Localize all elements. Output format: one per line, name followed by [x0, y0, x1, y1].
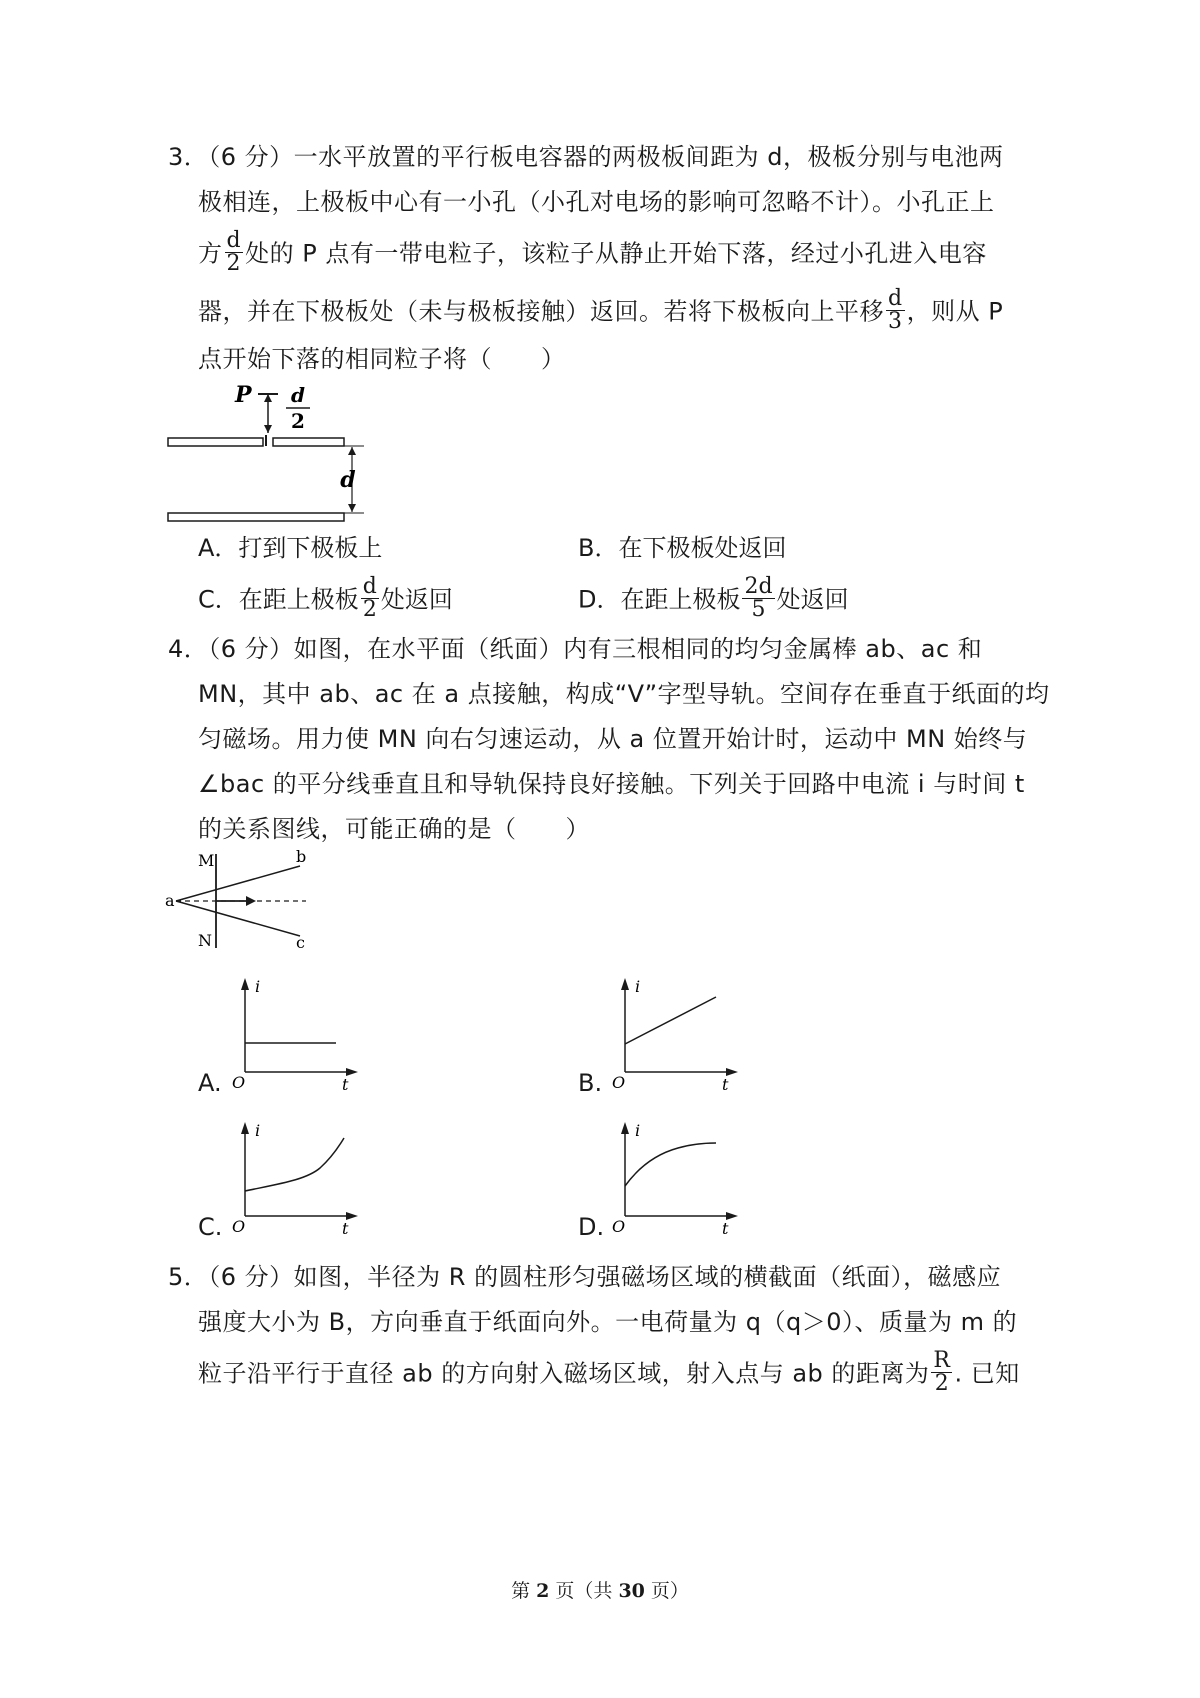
- q3-line-2: 极相连，上极板中心有一小孔（小孔对电场的影响可忽略不计）。小孔正上: [198, 188, 995, 216]
- q4-option-c-label: C.: [198, 1213, 223, 1241]
- capacitor-figure: [160, 380, 370, 530]
- graph-b-curve: [625, 997, 716, 1044]
- fraction-option-c: $\frac{d}{2}$: [362, 574, 377, 622]
- graph-d-origin: O: [612, 1217, 626, 1236]
- graph-d-curve: [625, 1143, 716, 1186]
- rail-ac: [176, 901, 300, 936]
- q3-line-4-b: ，则从 P: [906, 297, 1004, 326]
- lower-plate: [168, 513, 344, 521]
- q3-option-a: A．打到下极板上: [198, 534, 383, 562]
- q4-line-3: 匀磁场。用力使 MN 向右匀速运动，从 a 位置开始计时，运动中 MN 始终与: [198, 725, 1028, 753]
- q5-line-2: 强度大小为 B，方向垂直于纸面向外。一电荷量为 q（q＞0）、质量为 m 的: [198, 1308, 1018, 1336]
- graph-c-origin: O: [232, 1217, 246, 1236]
- q5-line-3-a: 粒子沿平行于直径 ab 的方向射入磁场区域，射入点与 ab 的距离为: [198, 1359, 930, 1388]
- q5-line-3-b: . 已知: [954, 1359, 1020, 1388]
- current-page-number: 2: [536, 1580, 550, 1602]
- graph-b-y-label: i: [635, 977, 641, 996]
- graph-b-origin: O: [612, 1073, 626, 1092]
- q3-line-3: [198, 228, 987, 277]
- label-b: b: [296, 847, 307, 866]
- graph-c: [228, 1116, 368, 1238]
- graph-c-x-label: t: [342, 1219, 349, 1238]
- fraction-option-d: $\frac{2d}{5}$: [744, 574, 773, 622]
- upper-plate-right: [273, 438, 344, 446]
- point-p-label: P: [235, 382, 252, 408]
- gap-d-label: d: [340, 467, 356, 493]
- q4-option-d-label: D.: [578, 1213, 605, 1241]
- q4-line-5: 的关系图线，可能正确的是（ ）: [198, 815, 590, 843]
- q5-line-3: [198, 1348, 1020, 1397]
- rail-ab: [176, 866, 300, 901]
- graph-d-y-label: i: [635, 1121, 641, 1140]
- q4-line-4: ∠bac 的平分线垂直且和导轨保持良好接触。下列关于回路中电流 i 与时间 t: [198, 770, 1025, 798]
- q3-option-c: C．在距上极板 $\frac{d}{2}$ 处返回: [198, 574, 453, 622]
- q3-line-4: [198, 286, 1004, 335]
- v-rail-figure: [160, 846, 320, 956]
- q3-line-3-a: 方: [198, 239, 223, 268]
- label-m: M: [198, 851, 215, 870]
- graph-b: [608, 972, 748, 1094]
- graph-b-x-label: t: [722, 1075, 729, 1094]
- page-footer: 第 2 页（共 30 页）: [511, 1580, 689, 1602]
- graph-a-x-label: t: [342, 1075, 349, 1094]
- label-a: a: [165, 891, 175, 910]
- q4-option-b-label: B.: [578, 1069, 603, 1097]
- fraction-d-over-3: $\frac{d}{3}$: [888, 286, 903, 334]
- fraction-r-over-2: $\frac{R}{2}$: [933, 1348, 951, 1396]
- graph-a-origin: O: [232, 1073, 246, 1092]
- q3-option-b: B．在下极板处返回: [578, 534, 787, 562]
- q5-line-1: 5．（6 分）如图，半径为 R 的圆柱形匀强磁场区域的横截面（纸面），磁感应: [168, 1263, 1002, 1291]
- graph-a-y-label: i: [255, 977, 261, 996]
- q4-line-1: 4．（6 分）如图，在水平面（纸面）内有三根相同的均匀金属棒 ab、ac 和: [168, 635, 983, 663]
- graph-d-x-label: t: [722, 1219, 729, 1238]
- q3-option-d: D．在距上极板 $\frac{2d}{5}$ 处返回: [578, 574, 849, 622]
- graph-a: [228, 972, 368, 1094]
- label-n: N: [198, 931, 212, 950]
- q4-option-a-label: A.: [198, 1069, 222, 1097]
- graph-c-curve: [245, 1138, 344, 1191]
- total-page-count: 30: [618, 1580, 645, 1602]
- graph-c-y-label: i: [255, 1121, 261, 1140]
- graph-d: [608, 1116, 748, 1238]
- frac-num-d: d: [291, 383, 305, 407]
- q3-line-3-b: 处的 P 点有一带电粒子，该粒子从静止开始下落，经过小孔进入电容: [245, 239, 987, 268]
- frac-den-2: 2: [291, 409, 305, 433]
- fraction-d-over-2: $\frac{d}{2}$: [226, 228, 242, 276]
- label-c: c: [296, 933, 305, 952]
- q3-line-5: 点开始下落的相同粒子将（ ）: [198, 345, 566, 373]
- upper-plate: [168, 438, 263, 446]
- q3-line-4-a: 器，并在下极板处（未与极板接触）返回。若将下极板向上平移: [198, 297, 884, 326]
- q3-line-1: 3．（6 分）一水平放置的平行板电容器的两极板间距为 d，极板分别与电池两: [168, 143, 1004, 171]
- q4-line-2: MN，其中 ab、ac 在 a 点接触，构成“V”字型导轨。空间存在垂直于纸面的均: [198, 680, 1050, 708]
